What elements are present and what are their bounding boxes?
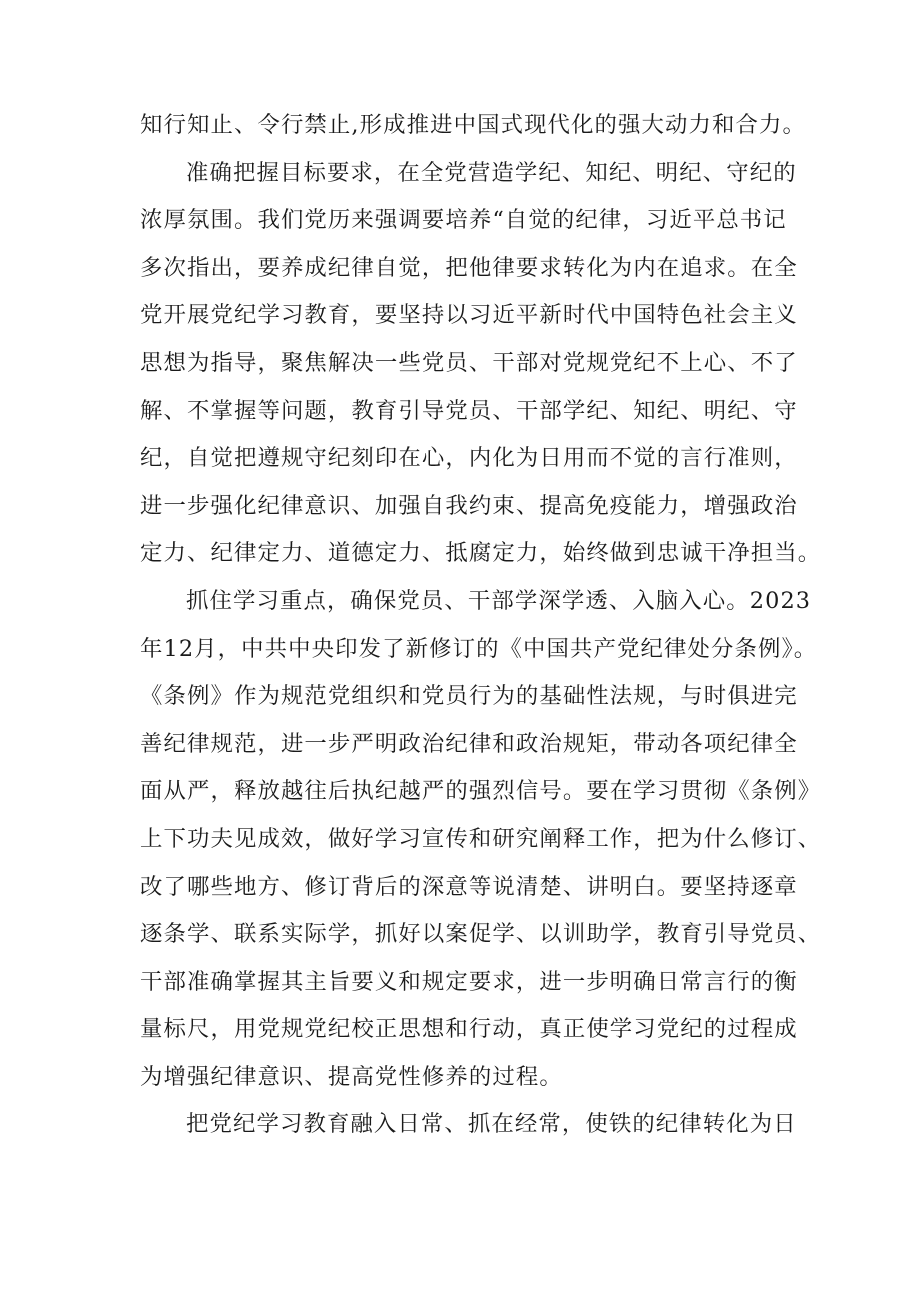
text-line: 多次指出，要养成纪律自觉，把他律要求转化为内在追求。在全	[140, 254, 798, 281]
text-line: 年12月，中共中央印发了新修订的《中国共产党纪律处分条例》。	[140, 635, 818, 662]
paragraph-start-line: 把党纪学习教育融入日常、抓在经常，使铁的纪律转化为日	[186, 1111, 797, 1138]
text-line: 纪，自觉把遵规守纪刻印在心，内化为日用而不觉的言行准则，	[140, 445, 798, 472]
text-line: 上下功夫见成效，做好学习宣传和研究阐释工作，把为什么修订、	[140, 825, 822, 852]
text-line: 《条例》作为规范党组织和党员行为的基础性法规，与时俱进完	[140, 683, 798, 710]
text-line: 进一步强化纪律意识、加强自我约束、提高免疫能力，增强政治	[140, 492, 798, 519]
text-line: 改了哪些地方、修订背后的深意等说清楚、讲明白。要坚持逐章	[140, 873, 798, 900]
text-line: 思想为指导，聚焦解决一些党员、干部对党规党纪不上心、不了	[140, 349, 798, 376]
text-line: 善纪律规范，进一步严明政治纪律和政治规矩，带动各项纪律全	[140, 730, 798, 757]
text-line: 浓厚氛围。我们党历来强调要培养“自觉的纪律，习近平总书记	[140, 207, 787, 234]
text-line: 解、不掌握等问题，教育引导党员、干部学纪、知纪、明纪、守	[140, 397, 798, 424]
text-line: 逐条学、联系实际学，抓好以案促学、以训助学，教育引导党员、	[140, 921, 822, 948]
text-line: 量标尺，用党规党纪校正思想和行动，真正使学习党纪的过程成	[140, 1016, 798, 1043]
text-line: 知行知止、令行禁止,形成推进中国式现代化的强大动力和合力。	[140, 112, 806, 138]
paragraph-start-line: 准确把握目标要求，在全党营造学纪、知纪、明纪、守纪的	[186, 159, 797, 186]
document-body	[140, 102, 822, 1149]
text-line: 面从严，释放越往后执纪越严的强烈信号。要在学习贯彻《条例》	[140, 778, 822, 805]
text-line: 为增强纪律意识、提高党性修养的过程。	[140, 1063, 563, 1090]
text-line: 党开展党纪学习教育，要坚持以习近平新时代中国特色社会主义	[140, 302, 798, 329]
text-line: 定力、纪律定力、道德定力、抵腐定力，始终做到忠诚干净担当。	[140, 540, 822, 567]
text-line: 干部准确掌握其主旨要义和规定要求，进一步明确日常言行的衡	[140, 968, 798, 995]
paragraph-start-line: 抓住学习重点，确保党员、干部学深学透、入脑入心。2023	[186, 587, 812, 614]
